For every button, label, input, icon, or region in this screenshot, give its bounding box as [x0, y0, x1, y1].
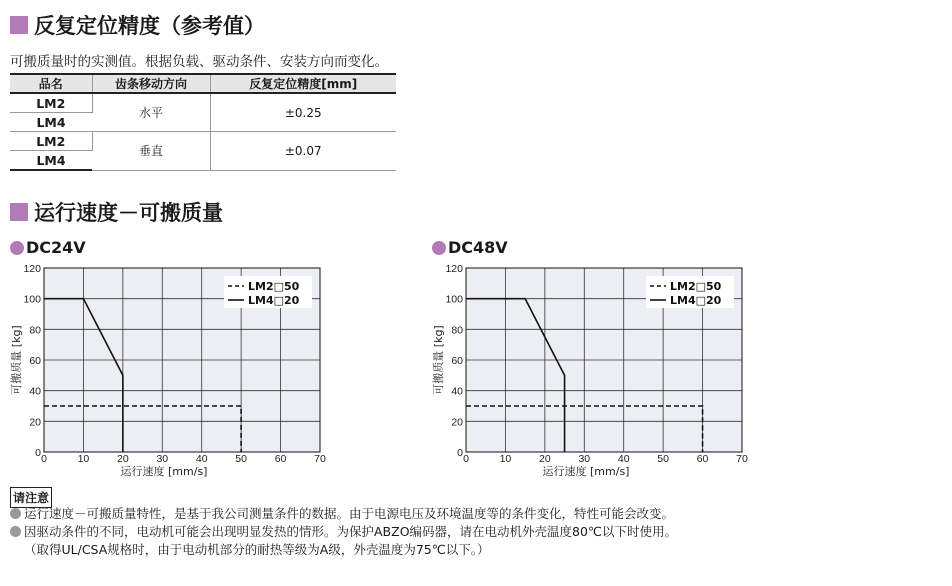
- notice-text: 运行速度－可搬质量特性，是基于我公司测量条件的数据。由于电源电压及环境温度等的条件变化，特性可能会改变。: [24, 506, 675, 521]
- model-cell: LM2: [10, 132, 92, 151]
- accuracy-cell: ±0.25: [210, 93, 396, 132]
- x-tick-label: 20: [539, 453, 551, 465]
- notice-text: （取得UL/CSA规格时，由于电动机部分的耐热等级为A级，外壳温度为75℃以下。）: [24, 542, 490, 557]
- x-tick-label: 20: [117, 453, 129, 465]
- header-accuracy: 反复定位精度[mm]: [210, 74, 396, 93]
- legend-label: LM4□20: [670, 294, 722, 307]
- x-tick-label: 30: [578, 453, 591, 465]
- y-tick-label: 20: [451, 416, 463, 429]
- x-axis-label: 运行速度 [mm/s]: [120, 465, 208, 478]
- x-tick-label: 50: [657, 453, 669, 465]
- table-row: [10, 132, 396, 151]
- chart-title-dc24v: [10, 238, 86, 257]
- legend-label: LM2□50: [670, 280, 722, 293]
- notice-item: [10, 504, 674, 522]
- x-tick-label: 30: [156, 453, 169, 465]
- accuracy-table: [10, 73, 396, 171]
- bullet-icon: [10, 508, 21, 519]
- x-tick-label: 70: [314, 453, 326, 465]
- model-cell: LM4: [10, 151, 92, 171]
- description: 可搬质量时的实测值。根据负载、驱动条件、安装方向而变化。: [10, 54, 388, 70]
- header-direction: 齿条移动方向: [92, 74, 210, 93]
- x-tick-label: 50: [235, 453, 247, 465]
- section-title-accuracy: [10, 10, 265, 40]
- direction-cell: 水平: [92, 93, 210, 132]
- y-tick-label: 100: [23, 293, 41, 306]
- model-cell: LM4: [10, 113, 92, 132]
- x-tick-label: 60: [274, 453, 287, 465]
- section-title-text: 运行速度－可搬质量: [34, 201, 223, 225]
- chart-title-text: DC24V: [26, 238, 86, 257]
- circle-marker-icon: [432, 241, 446, 255]
- x-tick-label: 0: [41, 453, 47, 465]
- y-tick-label: 40: [451, 385, 463, 398]
- section-title-speed-load: [10, 197, 223, 227]
- legend-label: LM4□20: [248, 294, 300, 307]
- y-axis-label: 可搬质量 [kg]: [10, 325, 23, 395]
- y-axis-label: 可搬质量 [kg]: [432, 325, 445, 395]
- model-cell: LM2: [10, 93, 92, 113]
- notice-item: [24, 540, 490, 558]
- y-tick-label: 120: [445, 263, 463, 275]
- x-tick-label: 40: [617, 453, 630, 465]
- y-tick-label: 0: [35, 447, 41, 459]
- circle-marker-icon: [10, 241, 24, 255]
- table-header-row: [10, 74, 396, 93]
- chart-dc24v: [0, 258, 330, 483]
- y-tick-label: 20: [29, 416, 41, 429]
- notice-text: 因驱动条件的不同，电动机可能会出现明显发热的情形。为保护ABZO编码器，请在电动机外壳温度80℃以下时使用。: [24, 524, 677, 539]
- legend-label: LM2□50: [248, 280, 300, 293]
- table-row: [10, 93, 396, 113]
- x-tick-label: 60: [696, 453, 709, 465]
- y-tick-label: 80: [29, 324, 41, 337]
- y-tick-label: 100: [445, 293, 463, 306]
- y-tick-label: 60: [29, 355, 41, 367]
- chart-title-dc48v: [432, 238, 508, 257]
- square-marker-icon: [10, 16, 28, 34]
- y-tick-label: 0: [457, 447, 463, 459]
- bullet-icon: [10, 526, 21, 537]
- section-title-text: 反复定位精度（参考值）: [34, 14, 265, 38]
- square-marker-icon: [10, 203, 28, 221]
- header-model: 品名: [10, 74, 92, 93]
- y-tick-label: 60: [451, 355, 463, 367]
- accuracy-cell: ±0.07: [210, 132, 396, 171]
- y-tick-label: 80: [451, 324, 463, 337]
- chart-dc48v: [422, 258, 752, 483]
- x-tick-label: 70: [736, 453, 748, 465]
- direction-cell: 垂直: [92, 132, 210, 171]
- x-tick-label: 10: [77, 453, 90, 465]
- chart-title-text: DC48V: [448, 238, 508, 257]
- notice-label: 请注意: [10, 487, 52, 508]
- y-tick-label: 120: [23, 263, 41, 275]
- x-tick-label: 10: [499, 453, 512, 465]
- x-tick-label: 40: [195, 453, 208, 465]
- y-tick-label: 40: [29, 385, 41, 398]
- x-tick-label: 0: [463, 453, 469, 465]
- notice-item: [10, 522, 677, 540]
- x-axis-label: 运行速度 [mm/s]: [542, 465, 630, 478]
